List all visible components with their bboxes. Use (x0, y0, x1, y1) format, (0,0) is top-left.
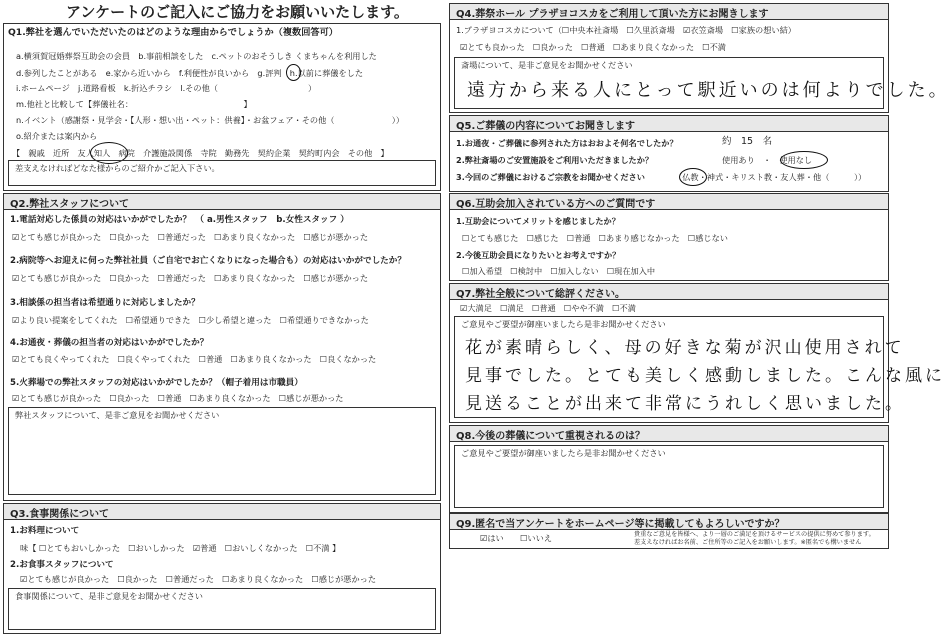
q5-3-answer[interactable]: （仏教・神式・キリスト教・友人葬・他（ ）） (674, 172, 867, 182)
q6-header (450, 194, 888, 210)
q5-header (450, 116, 888, 132)
q7-title: Q7.弊社全般について総評ください。 (456, 289, 626, 300)
q4-title: Q4.葬祭ホール プラザヨコスカをご利用して頂いた方にお聞きします (456, 9, 769, 20)
q4-handwritten-comment: 遠方から来る人にとって駅近いのは何よりでした。 (467, 80, 950, 101)
q4-comment-label: 斎場について、是非ご意見をお聞かせください (461, 60, 633, 70)
circle-mark-g (286, 64, 301, 81)
q1-line-3: i.ホームページ j.道路看板 k.折込チラシ l.その他（ ） (16, 83, 317, 93)
q1-line-6: o.紹介または案内から (16, 131, 98, 141)
q1-section (3, 23, 441, 191)
q3-1-question: 1.お料理について (10, 526, 80, 536)
q2-section (3, 193, 441, 501)
q7-handwritten-line-3: 見送ることが出来て非常にうれしく思いました。 (465, 394, 905, 414)
q5-2-question: 2.弊社斎場のご安置施設をご利用いただきましたか？ (456, 155, 654, 165)
circle-mark-buddhism (679, 168, 707, 186)
q2-5-options[interactable]: ☑とても感じが良かった ☐良かった ☐普通 ☐あまり良くなかった ☐感じが悪かった (12, 393, 344, 403)
q4-1-question: 1.プラザヨコスカについて（☐中央本社斎場 ☐久里浜斎場 ☑衣笠斎場 ☐家族の想い結） (456, 25, 796, 35)
q5-3-question: 3.今回のご葬儀におけるご宗教をお聞かせください (456, 172, 645, 182)
q3-comment-label: 食事関係について、是非ご意見をお聞かせください (15, 591, 203, 601)
q5-section (449, 115, 889, 192)
q4-1-options[interactable]: ☑とても良かった ☐良かった ☐普通 ☐あまり良くなかった ☐不満 (460, 42, 726, 52)
q3-title: Q3.食事関係について (10, 509, 110, 520)
q9-header (450, 514, 888, 530)
q6-2-options[interactable]: ☐加入希望 ☐検討中 ☐加入しない ☐現在加入中 (462, 266, 656, 276)
q1-line-2: d.参列したことがある e.家から近いから f.利便性が良いから g.評判 h.以前に葬儀をした (16, 68, 364, 78)
q2-4-question: 4.お通夜・葬儀の担当者の対応はいかがでしたか？ (10, 338, 209, 348)
q4-section (449, 3, 950, 113)
q6-1-options[interactable]: ☐とても感じた ☐感じた ☐普通 ☐あまり感じなかった ☐感じない (462, 233, 728, 243)
q7-comment-label: ご意見やご要望が御座いましたら是非お聞かせください (461, 319, 666, 329)
q1-line-7: 【 親戚 近所 友人知人 病院 介護施設関係 寺院 勤務先 契約企業 契約町内会 その他 】 (12, 148, 389, 158)
q1-line-1: a.横須賀冠婚葬祭互助会の会員 b.事前相談をした c.ペットのおそうしき くまちゃんを利用した (16, 51, 377, 61)
q3-2-question: 2.お食事スタッフについて (10, 560, 114, 570)
q5-title: Q5.ご葬儀の内容についてお聞きします (456, 121, 636, 132)
q5-1-question: 1.お通夜・ご葬儀に参列された方はおおよそ何名でしたか？ (456, 138, 678, 148)
q1-line-4: m.他社と比較して【葬儀社名： 】 (16, 99, 252, 109)
q2-comment-label: 弊社スタッフについて、是非ご意見をお聞かせください (15, 410, 220, 420)
q9-section (449, 513, 889, 549)
q8-comment-box[interactable] (454, 445, 884, 508)
q8-title: Q8.今後の葬儀について重視されるのは？ (456, 431, 646, 442)
page-title: アンケートのご記入にご協力をお願いいたします。 (66, 3, 409, 21)
q5-1-answer[interactable]: 約 15 名 (722, 136, 773, 147)
q3-header (4, 504, 440, 520)
q7-comment-box[interactable] (454, 316, 945, 418)
circle-mark-no-use (780, 151, 828, 169)
q1-line-5: n.イベント（感謝祭・見学会・【人形・想い出・ペット：供養】・お盆フェア・その他（ ）） (16, 115, 405, 125)
q2-5-question: 5.火葬場での弊社スタッフの対応はいかがでしたか？（帽子着用は市職員） (10, 378, 303, 388)
q3-section (3, 503, 441, 634)
q7-options[interactable]: ☑大満足 ☐満足 ☐普通 ☐やや不満 ☐不満 (460, 303, 636, 313)
q6-2-question: 2.今後互助会員になりたいとお考えですか？ (456, 250, 621, 260)
q9-title: Q9.匿名で当アンケートをホームページ等に掲載してもよろしいですか？ (456, 519, 785, 530)
q7-handwritten-line-2: 見事でした。とても美しく感動しました。こんな風に (465, 366, 945, 386)
q4-comment-box[interactable] (454, 57, 950, 109)
q8-comment-label: ご意見やご要望が御座いましたら是非お聞かせください (461, 448, 666, 458)
q2-4-options[interactable]: ☑とても良くやってくれた ☐良くやってくれた ☐普通 ☐あまり良くなかった ☐良くなかった (12, 354, 377, 364)
q7-section (449, 283, 945, 423)
q6-title: Q6.互助会加入されている方へのご質問です (456, 199, 656, 210)
q1-referral-box[interactable] (8, 160, 436, 186)
q9-note-2: 差支えなければお名前、ご住所等のご記入をお願いします。※匿名でも構いません (634, 539, 862, 546)
q2-2-options[interactable]: ☑とても感じが良かった ☐良かった ☐普通だった ☐あまり良くなかった ☐感じが悪かった (12, 273, 369, 283)
q2-3-question: 3.相談係の担当者は希望通りに対応しましたか？ (10, 298, 200, 308)
q7-handwritten-line-1: 花が素晴らしく、母の好きな菊が沢山使用されて (465, 338, 905, 358)
q2-title: Q2.弊社スタッフについて (10, 199, 130, 210)
q6-section (449, 193, 889, 281)
q9-options[interactable]: ☑はい ☐いいえ (480, 533, 552, 543)
q3-comment-box[interactable] (8, 588, 436, 630)
q4-header (450, 4, 888, 20)
q3-2-options[interactable]: ☑とても感じが良かった ☐良かった ☐普通だった ☐あまり良くなかった ☐感じが悪かった (20, 574, 377, 584)
q5-2-answer[interactable]: 使用あり ・ 使用なし (722, 155, 813, 165)
q2-header (4, 194, 440, 210)
q2-comment-box[interactable] (8, 407, 436, 495)
q7-header (450, 284, 888, 300)
q3-1-options[interactable]: 味【 ☐とてもおいしかった ☐おいしかった ☑普通 ☐おいしくなかった ☐不満 】 (20, 543, 341, 553)
q6-1-question: 1.互助会についてメリットを感じましたか？ (456, 216, 620, 226)
q2-1-question: 1.電話対応した係員の対応はいかがでしたか？ （ a.男性スタッフ b.女性スタッフ ） (10, 215, 349, 225)
q8-section (449, 425, 889, 513)
q1-title: Q1.弊社を選んでいただいたのはどのような理由からでしょうか（複数回答可） (8, 27, 338, 38)
q2-2-question: 2.病院等へお迎えに伺った弊社社員（ご自宅でお亡くなりになった場合も）の対応はいかがでしたか？ (10, 256, 406, 266)
q9-note-1: 貴重なご意見を皆様へ、より一層のご満足を頂けるサービスの提供に努めて参ります。 (634, 531, 875, 538)
q2-1-options[interactable]: ☑とても感じが良かった ☐良かった ☐普通だった ☐あまり良くなかった ☐感じが悪かった (12, 232, 369, 242)
q1-referral-label: 差支えなければどなた様からのご紹介かご記入下さい。 (15, 163, 220, 173)
q8-header (450, 426, 888, 442)
q2-3-options[interactable]: ☑より良い提案をしてくれた ☐希望通りできた ☐少し希望と違った ☐希望通りできなかった (12, 315, 369, 325)
